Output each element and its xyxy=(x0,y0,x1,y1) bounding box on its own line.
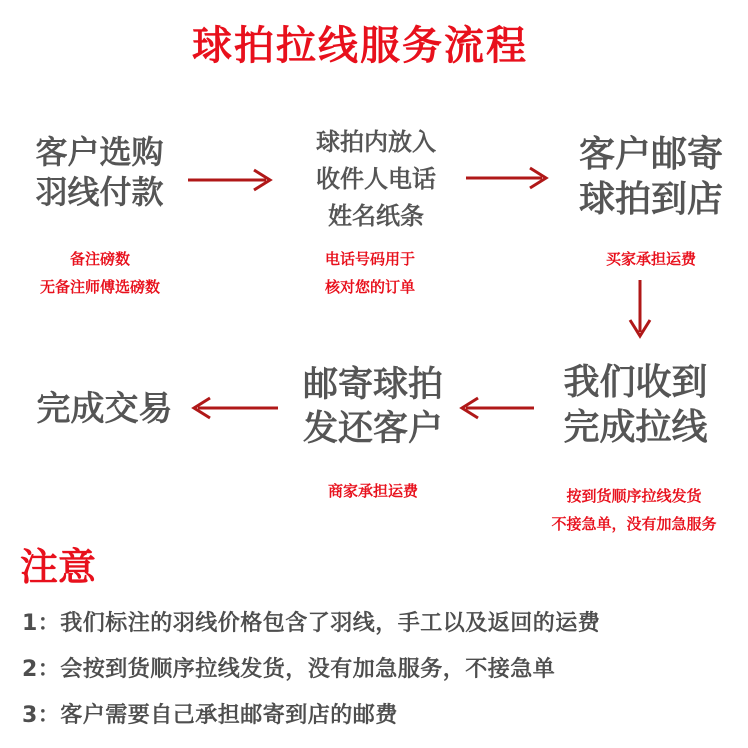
step-4-line-2: 完成拉线 xyxy=(563,407,708,448)
step-2-note-line-1: 电话号码用于 xyxy=(324,250,415,268)
step-1-note-line-1: 备注磅数 xyxy=(69,250,130,268)
step-1-line-2: 羽线付款 xyxy=(35,173,164,211)
step-4-note-line-2: 不接急单，没有加急服务 xyxy=(551,514,717,533)
arrow-step3-to-step4-icon xyxy=(630,280,650,336)
step-3-line-2: 球拍到店 xyxy=(578,179,723,220)
notice-rule-2: 2：会按到货顺序拉线发货，没有加急服务，不接急单 xyxy=(22,657,556,682)
arrow-step2-to-step3-icon xyxy=(466,168,546,188)
step-4-line-1: 我们收到 xyxy=(563,362,708,403)
step-2-line-2: 收件人电话 xyxy=(316,165,436,194)
arrow-step4-to-step5-icon xyxy=(462,398,534,418)
step-5-line-1: 邮寄球拍 xyxy=(302,365,443,405)
step-2-note-line-2: 核对您的订单 xyxy=(324,277,415,296)
step-5-line-2: 发还客户 xyxy=(302,408,443,449)
page-title: 球拍拉线服务流程 xyxy=(192,23,528,69)
step-3-line-1: 客户邮寄 xyxy=(578,134,723,175)
step-2-line-1: 球拍内放入 xyxy=(316,128,436,156)
step-3-note-line-1: 买家承担运费 xyxy=(605,250,696,268)
notice-rule-1: 1：我们标注的羽线价格包含了羽线，手工以及返回的运费 xyxy=(22,611,601,636)
step-4-note-line-1: 按到货顺序拉线发货 xyxy=(566,487,702,505)
step-2-line-3: 姓名纸条 xyxy=(328,202,424,231)
notice-title: 注意 xyxy=(20,545,97,589)
step-5-note-line-1: 商家承担运费 xyxy=(327,482,418,500)
arrow-step1-to-step2-icon xyxy=(188,170,270,190)
arrow-step5-to-step6-icon xyxy=(194,398,278,418)
notice-rule-3: 3：客户需要自己承担邮寄到店的邮费 xyxy=(22,703,398,728)
step-1-note-line-2: 无备注师傅选磅数 xyxy=(39,277,160,296)
step-1-line-1: 客户选购 xyxy=(35,133,164,171)
step-6-line-1: 完成交易 xyxy=(36,389,173,429)
